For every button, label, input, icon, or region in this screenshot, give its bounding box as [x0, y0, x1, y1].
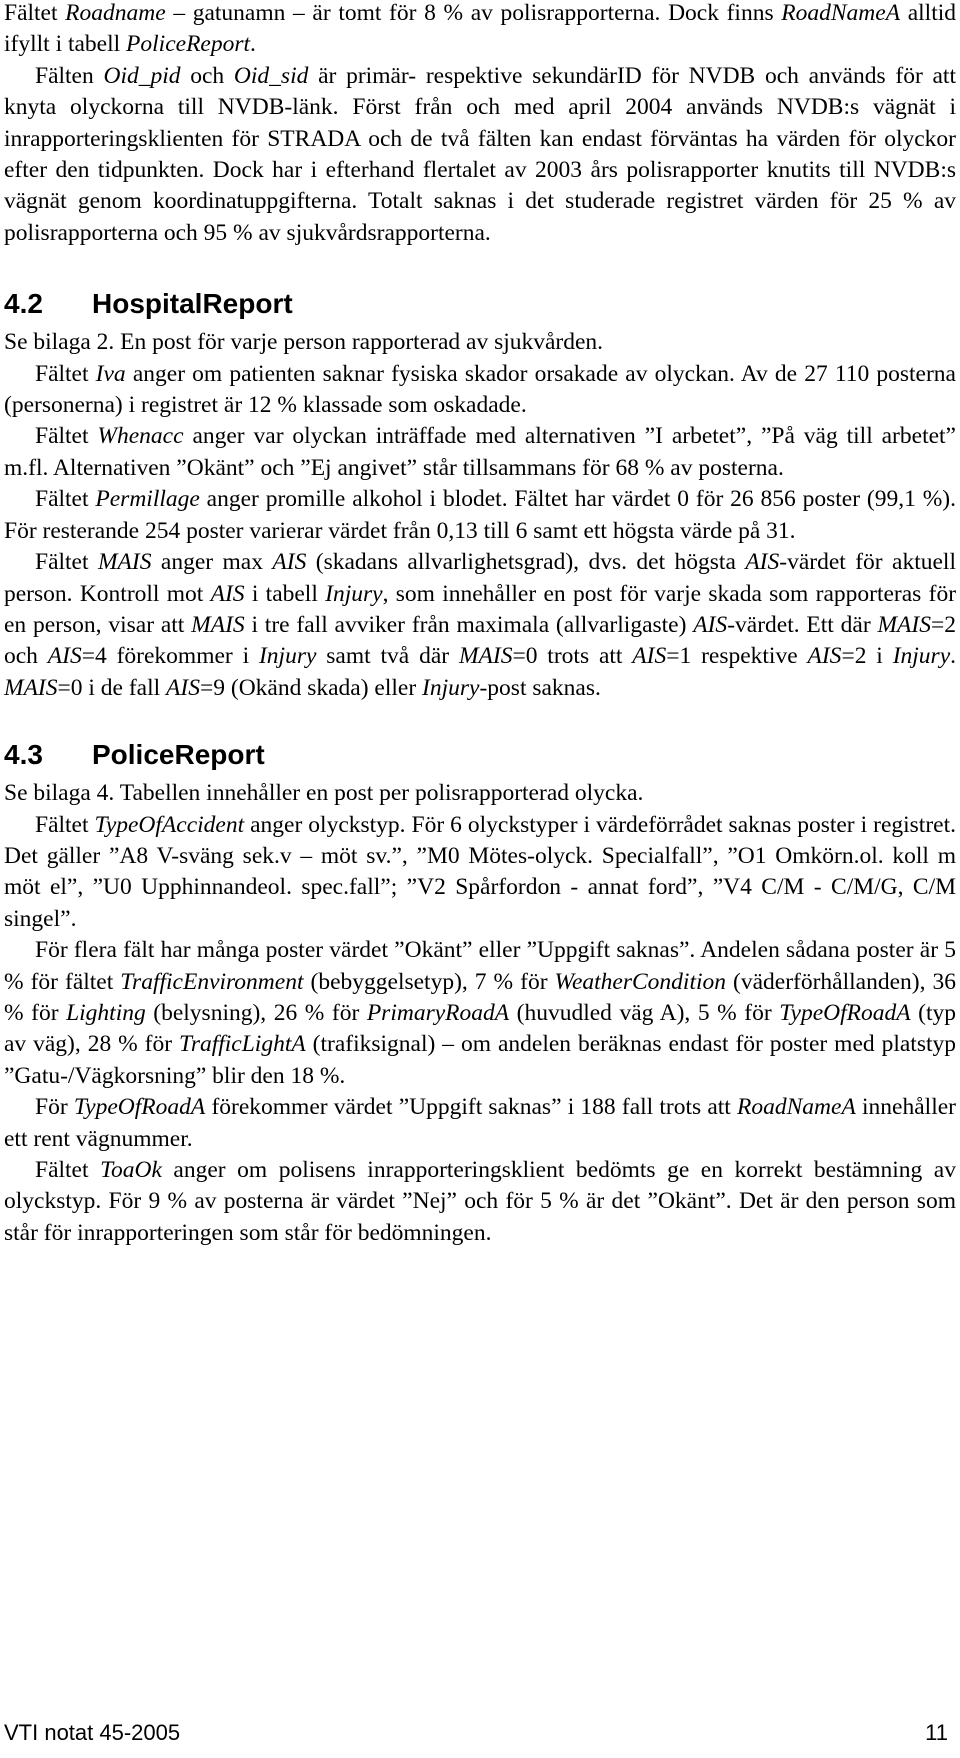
field-name: MAIS — [4, 674, 58, 701]
text-run: -post saknas. — [479, 674, 601, 701]
field-name: Lighting — [66, 999, 146, 1026]
field-name: AIS — [210, 580, 245, 607]
paragraph — [4, 421, 956, 484]
field-name: Injury — [422, 674, 480, 701]
field-name: Oid_pid — [103, 62, 181, 89]
document-body — [4, 0, 956, 1249]
text-run: . — [950, 643, 956, 670]
text-run: Fältet — [4, 0, 66, 26]
paragraph — [4, 484, 956, 547]
field-name: TypeOfAccident — [94, 811, 245, 838]
text-run: =1 respektive — [666, 643, 808, 670]
paragraph — [4, 778, 956, 809]
section-title: HospitalReport — [92, 288, 293, 320]
text-run: (skadans allvarlighetsgrad), dvs. det högsta — [306, 549, 746, 576]
paragraph — [4, 359, 956, 422]
text-run: anger om polisens inrapporteringsklient bedömts ge en korrekt bestämning av olyckstyp. För 9 % av posterna är värdet ”Nej” och för 5 % är det ”Okänt”. Det är den person som står för inrapporteringen som står för bedömningen. — [4, 1157, 956, 1246]
text-run: Fältet — [35, 549, 98, 576]
text-run: i tre fall avviker från maximala (allvarligaste) — [244, 611, 694, 638]
page-number: 11 — [925, 1720, 948, 1745]
field-name: Injury — [892, 643, 951, 670]
field-name: PrimaryRoadA — [366, 999, 510, 1026]
field-name: ToaOk — [100, 1157, 162, 1183]
field-name: Injury — [325, 580, 383, 607]
text-run: anger olyckstyp. För 6 olyckstyper i värdeförrådet saknas poster i registret. Det gäller ”A8 V-sväng sek.v – möt sv.”, ”M0 Mötes-olyck. Specialfall”, ”O1 Omkörn.ol. koll m möt el”, ”U0 Upphinnandeol. spec.fall”; ”V2 Spårfordon - annat ford”, ”V4 C/M - C/M/G, C/M singel”. — [4, 811, 956, 932]
paragraph — [4, 1155, 956, 1249]
text-run: =4 förekommer i — [81, 643, 259, 670]
paragraph — [4, 810, 956, 936]
section-number: 4.2 — [4, 288, 43, 320]
text-run: =2 och — [4, 611, 956, 670]
paragraph — [4, 547, 956, 704]
field-name: WeatherCondition — [554, 968, 727, 995]
field-name: AIS — [807, 643, 842, 670]
field-name: TypeOfRoadA — [779, 999, 911, 1026]
paragraph — [4, 0, 956, 61]
text-run: Fältet — [35, 1157, 101, 1183]
text-run: samt två där — [316, 643, 459, 670]
paragraph — [4, 1092, 956, 1155]
field-name: MAIS — [877, 611, 931, 638]
text-run: . — [250, 31, 256, 58]
text-run: (bebyggelsetyp), 7 % för — [303, 968, 555, 995]
field-name: Roadname — [65, 0, 166, 26]
text-run: är primär- respektive sekundärID för NVDB och används för att knyta olyckorna till NVDB-länk. Först från och med april 2004 används NVDB:s vägnät i inrapporteringsklienten för STRADA och de två fälten kan endast förväntas ha värden för olyckor efter den tidpunkten. Dock har i efterhand flertalet av 2003 års polisrapporter knutits till NVDB:s vägnät genom koordinatuppgifterna. Totalt saknas i det studerade registret värden för 25 % av polisrapporterna och 95 % av sjukvårdsrapporterna. — [4, 62, 956, 246]
text-run: =0 i de fall — [57, 674, 167, 701]
section-heading-4-2 — [4, 287, 956, 321]
text-run: anger promille alkohol i blodet. Fältet har värdet 0 för 26 856 poster (99,1 %). För resterande 254 poster varierar värdet från 0,13 till 6 samt ett högsta värde på 31. — [4, 486, 956, 544]
text-run: i tabell — [244, 580, 326, 607]
field-name: AIS — [166, 674, 200, 701]
text-run: Fältet — [35, 486, 96, 513]
text-run: anger var olyckan inträffade med alternativen ”I arbetet”, ”På väg till arbetet” m.fl. Alternativen ”Okänt” och ”Ej angivet” står tillsammans för 68 % av posterna. — [4, 423, 956, 481]
text-run: och — [180, 62, 234, 89]
text-run: -värdet. Ett där — [727, 611, 878, 638]
text-run: anger om patienten saknar fysiska skador orsakade av olyckan. Av de 27 110 posterna (personerna) i registret är 12 % klassade som oskadade. — [4, 360, 956, 419]
footer-publication: VTI notat 45-2005 — [4, 1720, 181, 1745]
field-name: MAIS — [458, 643, 513, 670]
paragraph — [4, 61, 956, 249]
text-run: (belysning), 26 % för — [145, 999, 367, 1026]
text-run: innehåller ett rent vägnummer. — [4, 1094, 956, 1152]
text-run: Se bilaga 4. Tabellen innehåller en post per polisrapporterad olycka. — [4, 780, 644, 807]
text-run: anger max — [151, 549, 273, 576]
paragraph — [4, 327, 956, 358]
text-run: (huvudled väg A), 5 % för — [509, 999, 780, 1026]
field-name: Permillage — [95, 486, 200, 513]
text-run: – gatunamn – är tomt för 8 % av polisrapporterna. Dock finns — [165, 0, 782, 26]
field-name: PoliceReport — [126, 31, 251, 58]
text-run: Fältet — [35, 811, 95, 838]
field-name: Oid_sid — [233, 62, 309, 89]
text-run: Fältet — [35, 423, 98, 450]
section-intro — [4, 0, 956, 249]
text-run: förekommer värdet ”Uppgift saknas” i 188 fall trots att — [205, 1094, 738, 1121]
field-name: TypeOfRoadA — [73, 1094, 206, 1121]
field-name: RoadNameA — [781, 0, 901, 26]
field-name: AIS — [632, 643, 667, 670]
field-name: RoadNameA — [737, 1094, 856, 1121]
text-run: För — [35, 1094, 74, 1121]
field-name: Iva — [95, 360, 126, 387]
text-run: , som innehåller en post för varje skada som rapporteras för en person, visar att — [4, 580, 957, 638]
text-run: =0 trots att — [512, 643, 633, 670]
paragraph — [4, 935, 956, 1092]
field-name: AIS — [272, 549, 307, 576]
field-name: TrafficLightA — [179, 1031, 306, 1058]
field-name: MAIS — [191, 611, 245, 638]
field-name: AIS — [745, 549, 780, 576]
field-name: TrafficEnvironment — [120, 968, 304, 995]
text-run: =9 (Okänd skada) eller — [199, 674, 423, 701]
text-run: Fältet — [35, 360, 96, 387]
field-name: AIS — [47, 643, 82, 670]
text-run: Se bilaga 2. En post för varje person rapporterad av sjukvården. — [4, 329, 604, 356]
field-name: Injury — [258, 643, 317, 670]
text-run: (trafiksignal) – om andelen beräknas endast för poster med platstyp ”Gatu-/Vägkorsning” blir den 18 %. — [4, 1031, 956, 1089]
section-number: 4.3 — [4, 739, 43, 771]
text-run: =2 i — [841, 643, 893, 670]
text-run: Fälten — [35, 62, 104, 89]
section-4-2-body — [4, 327, 956, 704]
section-4-3-body — [4, 778, 956, 1249]
text-run: (typ av väg), 28 % för — [4, 999, 957, 1058]
section-heading-4-3 — [4, 738, 956, 772]
field-name: AIS — [693, 611, 728, 638]
text-run: För flera fält har många poster värdet ”Okänt” eller ”Uppgift saknas”. Andelen sådana poster är 5 % för fältet — [4, 937, 956, 995]
text-run: -värdet för aktuell person. Kontroll mot — [4, 549, 956, 607]
page-footer — [4, 1720, 948, 1746]
text-run: (väderförhållanden), 36 % för — [4, 968, 956, 1026]
field-name: Whenacc — [97, 423, 184, 450]
field-name: MAIS — [97, 549, 152, 576]
text-run: alltid ifyllt i tabell — [4, 0, 957, 58]
section-title: PoliceReport — [92, 739, 265, 771]
